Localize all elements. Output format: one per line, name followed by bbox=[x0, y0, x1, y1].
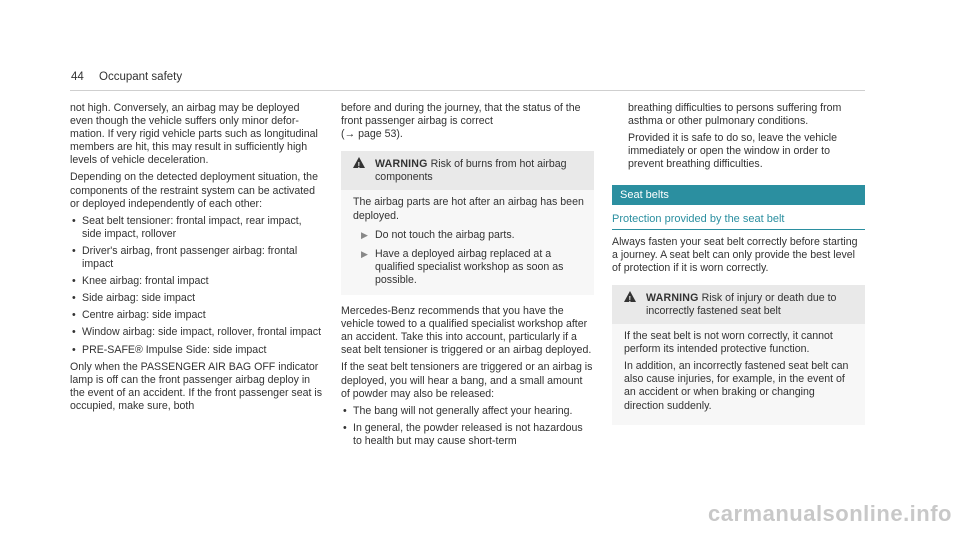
column-2 bbox=[341, 102, 594, 452]
header-rule bbox=[70, 90, 865, 91]
arrow-icon: ▶ bbox=[361, 248, 368, 259]
list-item bbox=[70, 215, 323, 241]
action-step-text: Have a deployed airbag replaced at a qualified specialist workshop as soon as possible. bbox=[375, 247, 564, 286]
bullet-icon: • bbox=[72, 214, 76, 227]
action-step bbox=[353, 229, 586, 242]
warning-title: Risk of burns from hot airbag components bbox=[375, 158, 567, 184]
warning-box bbox=[612, 285, 865, 425]
section-heading: Seat belts bbox=[612, 185, 865, 205]
warning-header bbox=[341, 151, 594, 190]
bullet-icon: • bbox=[72, 275, 76, 288]
warning-icon: ! bbox=[624, 291, 636, 302]
list-item-text: Side airbag: side impact bbox=[82, 292, 196, 305]
bullet-icon: • bbox=[343, 404, 347, 417]
warning-title: Risk of injury or death due to incorrectly fastened seat belt bbox=[646, 291, 837, 317]
list-item bbox=[70, 344, 323, 357]
watermark: carmanualsonline.info bbox=[708, 501, 952, 526]
list-item-text: Centre airbag: side impact bbox=[82, 309, 206, 322]
list-item bbox=[70, 292, 323, 305]
warning-body bbox=[612, 324, 865, 425]
action-step bbox=[353, 248, 586, 287]
bullet-icon: • bbox=[72, 343, 76, 356]
subsection-heading: Protection provided by the seat belt bbox=[612, 213, 865, 229]
paragraph: breathing difficulties to persons suffering from asthma or other pulmonary conditions. bbox=[628, 102, 842, 128]
warning-text: If the seat belt is not worn correctly, it cannot perform its intended protective function. bbox=[624, 330, 833, 356]
list-item-text: In general, the powder released is not hazardous to health but may cause short-term bbox=[353, 421, 583, 447]
warning-box bbox=[341, 151, 594, 295]
list-item-text: Driver's airbag, front passenger airbag: frontal impact bbox=[82, 244, 298, 271]
warning-icon: ! bbox=[353, 157, 365, 168]
paragraph: not high. Conversely, an airbag may be deployed even though the vehicle suffers only minor deformation. If very rigid vehicle parts such as longitudinal members are hit, this may result in sufficiently high levels of vehicle deceleration. bbox=[70, 102, 318, 167]
warning-label: WARNING bbox=[646, 291, 699, 304]
paragraph bbox=[341, 102, 594, 141]
page-header bbox=[71, 71, 182, 83]
column-3 bbox=[612, 102, 865, 435]
warning-label: WARNING bbox=[375, 158, 428, 171]
bullet-icon: • bbox=[72, 244, 76, 257]
arrow-icon: ▶ bbox=[361, 229, 368, 240]
bullet-icon: • bbox=[72, 292, 76, 305]
list-item bbox=[341, 405, 594, 418]
list-item-text: Seat belt tensioner: frontal impact, rear impact, side impact, rollover bbox=[82, 214, 302, 240]
bullet-icon: • bbox=[72, 326, 76, 339]
paragraph: Provided it is safe to do so, leave the vehicle immediately or open the window in order to prevent breathing difficulties. bbox=[628, 132, 838, 171]
list-item-text: Knee airbag: frontal impact bbox=[82, 275, 209, 288]
list-item bbox=[70, 275, 323, 288]
bullet-icon: • bbox=[72, 309, 76, 322]
action-step-text: Do not touch the airbag parts. bbox=[375, 228, 515, 241]
list-item-text: PRE-SAFE® Impulse Side: side impact bbox=[82, 343, 267, 356]
component-list bbox=[70, 215, 323, 357]
warning-body bbox=[341, 190, 594, 295]
bullet-icon: • bbox=[343, 421, 347, 434]
paragraph: If the seat belt tensioners are triggered or an airbag is deployed, you will hear a bang, and a small amount of powder may also be released: bbox=[341, 361, 593, 400]
page-title: Occupant safety bbox=[99, 71, 183, 83]
list-item bbox=[70, 245, 323, 271]
paragraph: Only when the PASSENGER AIR BAG OFF indicator lamp is off can the front passenger airbag deploy in the event of an accident. If the front passenger seat is occupied, make sure, both bbox=[70, 360, 323, 412]
list-item bbox=[341, 422, 594, 448]
list-item bbox=[70, 309, 323, 322]
page-reference-link[interactable]: (→ page 53). bbox=[341, 128, 403, 141]
paragraph-text: before and during the journey, that the status of the front passenger airbag is correct bbox=[341, 102, 581, 128]
list-item-text: Window airbag: side impact, rollover, frontal impact bbox=[82, 326, 322, 339]
page-number: 44 bbox=[71, 71, 84, 83]
paragraph: Mercedes-Benz recommends that you have the vehicle towed to a qualified specialist workshop after an accident. Take this into account, particularly if a seat belt tensioner is triggered or an airbag deployed. bbox=[341, 305, 592, 357]
warning-header bbox=[612, 285, 865, 324]
effects-list bbox=[341, 405, 594, 448]
list-item bbox=[70, 326, 323, 339]
list-item-text: The bang will not generally affect your hearing. bbox=[353, 404, 573, 417]
paragraph: Depending on the detected deployment situation, the components of the restraint system can be activated or deployed independently of each other: bbox=[70, 171, 318, 210]
warning-text: The airbag parts are hot after an airbag has been deployed. bbox=[353, 196, 584, 222]
column-1 bbox=[70, 102, 323, 417]
paragraph: Always fasten your seat belt correctly before starting a journey. A seat belt can only provide the best level of protection if it is worn correctly. bbox=[612, 235, 858, 274]
warning-text: In addition, an incorrectly fastened seat belt can also cause injuries, for example, in the event of an accident or when braking or changing direction suddenly. bbox=[624, 360, 849, 412]
